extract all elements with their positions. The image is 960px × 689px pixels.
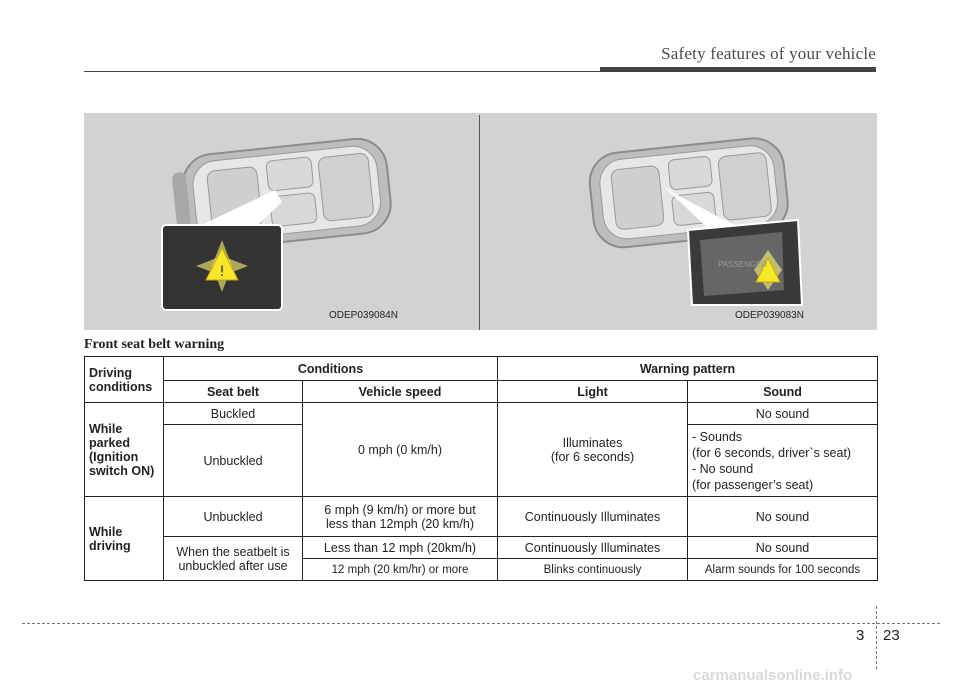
cell-seat-belt-buckled: Buckled [164, 403, 303, 425]
page-header-title: Safety features of your vehicle [661, 44, 876, 63]
cell-driving-speed-1: 6 mph (9 km/h) or more but less than 12mph (20 km/h) [303, 497, 498, 537]
table-row [85, 403, 878, 425]
header-seat-belt: Seat belt [164, 381, 303, 403]
row-label-while-driving: While driving [85, 497, 164, 581]
passenger-label: PASSENGER [718, 260, 768, 269]
cell-parked-speed: 0 mph (0 km/h) [303, 403, 498, 497]
cell-driving-seat-belt-2: When the seatbelt is unbuckled after use [164, 537, 303, 581]
row-label-while-parked: While parked (Ignition switch ON) [85, 403, 164, 497]
cell-driving-speed-2: Less than 12 mph (20km/h) [303, 537, 498, 559]
header-warning-pattern: Warning pattern [498, 357, 878, 381]
cell-driving-sound-1: No sound [688, 497, 878, 537]
cell-driving-light-3: Blinks continuously [498, 559, 688, 581]
figure-code-left: ODEP039084N [329, 310, 398, 321]
footer-rule [22, 623, 940, 624]
cell-driving-speed-3: 12 mph (20 km/hr) or more [303, 559, 498, 581]
table-row [85, 537, 878, 559]
header-driving-conditions: Driving conditions [85, 357, 164, 403]
page-chapter: 3 [856, 627, 865, 644]
cell-seat-belt-unbuckled: Unbuckled [164, 425, 303, 497]
cell-driving-light-1: Continuously Illuminates [498, 497, 688, 537]
header-sound: Sound [688, 381, 878, 403]
car-illustration-passenger [582, 120, 804, 320]
table-row [85, 497, 878, 537]
cell-driving-sound-2: No sound [688, 537, 878, 559]
header-vehicle-speed: Vehicle speed [303, 381, 498, 403]
section-title: Front seat belt warning [84, 337, 225, 352]
cell-driving-light-2: Continuously Illuminates [498, 537, 688, 559]
cell-parked-light: Illuminates (for 6 seconds) [498, 403, 688, 497]
figure-divider [479, 115, 480, 330]
seatbelt-warning-table [84, 356, 878, 581]
cell-driving-sound-3: Alarm sounds for 100 seconds [688, 559, 878, 581]
figure-code-right: ODEP039083N [735, 310, 804, 321]
cell-driving-seat-belt-1: Unbuckled [164, 497, 303, 537]
header-rule-accent [600, 67, 876, 72]
header-conditions: Conditions [164, 357, 498, 381]
watermark: carmanualsonline.info [693, 667, 853, 684]
cell-parked-sound-buckled: No sound [688, 403, 878, 425]
car-illustration-driver [150, 120, 450, 320]
svg-text:!: ! [219, 264, 225, 280]
header-light: Light [498, 381, 688, 403]
cell-parked-sound-unbuckled: - Sounds (for 6 seconds, driver`s seat) - No sound (for passenger’s seat) [688, 425, 878, 497]
footer-divider [876, 606, 877, 669]
page-number: 23 [883, 627, 900, 644]
